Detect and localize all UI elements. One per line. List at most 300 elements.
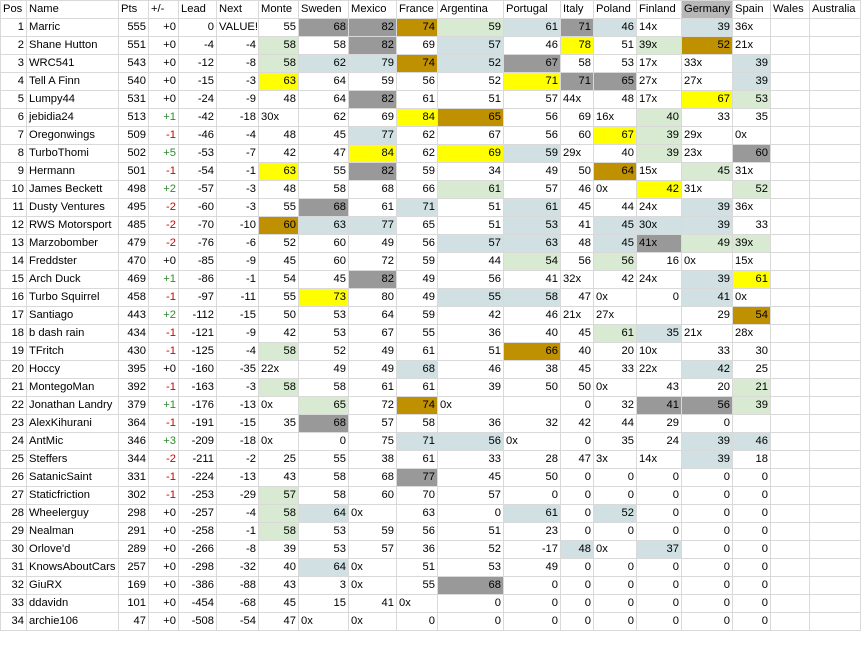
cell-lead[interactable]: 0 <box>179 19 217 37</box>
cell-finland[interactable]: 0 <box>637 613 682 631</box>
cell-wales[interactable] <box>771 19 810 37</box>
cell-portugal[interactable]: 63 <box>504 235 561 253</box>
cell-portugal[interactable]: 0x <box>504 433 561 451</box>
cell-next[interactable]: -6 <box>217 235 259 253</box>
cell-mexico[interactable]: 77 <box>349 127 397 145</box>
cell-wales[interactable] <box>771 379 810 397</box>
cell-change[interactable]: +0 <box>149 523 179 541</box>
cell-australia[interactable] <box>810 199 861 217</box>
cell-next[interactable]: -15 <box>217 307 259 325</box>
cell-australia[interactable] <box>810 235 861 253</box>
cell-monte[interactable]: 55 <box>259 19 299 37</box>
cell-france[interactable]: 66 <box>397 181 438 199</box>
cell-france[interactable]: 74 <box>397 55 438 73</box>
cell-lead[interactable]: -70 <box>179 217 217 235</box>
cell-germany[interactable]: 39 <box>682 19 733 37</box>
cell-name[interactable]: Marzobomber <box>27 235 119 253</box>
cell-change[interactable]: +1 <box>149 397 179 415</box>
cell-pos[interactable]: 2 <box>1 37 27 55</box>
cell-germany[interactable]: 0 <box>682 613 733 631</box>
cell-wales[interactable] <box>771 595 810 613</box>
cell-wales[interactable] <box>771 235 810 253</box>
cell-lead[interactable]: -454 <box>179 595 217 613</box>
cell-poland[interactable]: 0 <box>594 469 637 487</box>
cell-poland[interactable]: 0 <box>594 613 637 631</box>
cell-pos[interactable]: 3 <box>1 55 27 73</box>
cell-poland[interactable]: 0x <box>594 289 637 307</box>
cell-argentina[interactable]: 51 <box>438 199 504 217</box>
cell-wales[interactable] <box>771 271 810 289</box>
cell-change[interactable]: +0 <box>149 595 179 613</box>
cell-pts[interactable]: 485 <box>119 217 149 235</box>
cell-change[interactable]: -1 <box>149 325 179 343</box>
cell-poland[interactable]: 0x <box>594 541 637 559</box>
cell-italy[interactable]: 29x <box>561 145 594 163</box>
cell-poland[interactable]: 61 <box>594 325 637 343</box>
cell-monte[interactable]: 35 <box>259 415 299 433</box>
column-header-mexico[interactable]: Mexico <box>349 1 397 19</box>
cell-monte[interactable]: 22x <box>259 361 299 379</box>
cell-wales[interactable] <box>771 109 810 127</box>
cell-finland[interactable]: 27x <box>637 73 682 91</box>
cell-wales[interactable] <box>771 433 810 451</box>
cell-pos[interactable]: 26 <box>1 469 27 487</box>
cell-next[interactable]: -10 <box>217 217 259 235</box>
cell-pos[interactable]: 14 <box>1 253 27 271</box>
cell-pts[interactable]: 531 <box>119 91 149 109</box>
cell-wales[interactable] <box>771 559 810 577</box>
cell-argentina[interactable]: 56 <box>438 433 504 451</box>
cell-argentina[interactable]: 51 <box>438 523 504 541</box>
cell-monte[interactable]: 0x <box>259 433 299 451</box>
cell-next[interactable]: -9 <box>217 91 259 109</box>
cell-change[interactable]: -2 <box>149 235 179 253</box>
cell-wales[interactable] <box>771 325 810 343</box>
cell-mexico[interactable]: 67 <box>349 325 397 343</box>
cell-germany[interactable]: 21x <box>682 325 733 343</box>
cell-argentina[interactable]: 69 <box>438 145 504 163</box>
cell-france[interactable]: 74 <box>397 397 438 415</box>
cell-italy[interactable]: 56 <box>561 253 594 271</box>
cell-next[interactable]: -4 <box>217 505 259 523</box>
cell-change[interactable]: -1 <box>149 127 179 145</box>
cell-spain[interactable]: 36x <box>733 199 771 217</box>
cell-name[interactable]: Nealman <box>27 523 119 541</box>
cell-germany[interactable]: 0 <box>682 487 733 505</box>
cell-portugal[interactable]: 57 <box>504 91 561 109</box>
cell-argentina[interactable]: 52 <box>438 55 504 73</box>
cell-monte[interactable]: 50 <box>259 307 299 325</box>
cell-australia[interactable] <box>810 73 861 91</box>
cell-finland[interactable] <box>637 307 682 325</box>
cell-lead[interactable]: -24 <box>179 91 217 109</box>
cell-france[interactable]: 55 <box>397 325 438 343</box>
cell-finland[interactable]: 41 <box>637 397 682 415</box>
cell-portugal[interactable]: 28 <box>504 451 561 469</box>
cell-spain[interactable]: 31x <box>733 163 771 181</box>
cell-pos[interactable]: 7 <box>1 127 27 145</box>
cell-australia[interactable] <box>810 397 861 415</box>
cell-change[interactable]: +0 <box>149 361 179 379</box>
cell-finland[interactable]: 24 <box>637 433 682 451</box>
cell-wales[interactable] <box>771 451 810 469</box>
cell-sweden[interactable]: 62 <box>299 55 349 73</box>
cell-next[interactable]: -29 <box>217 487 259 505</box>
cell-next[interactable]: -1 <box>217 271 259 289</box>
cell-mexico[interactable]: 69 <box>349 109 397 127</box>
cell-lead[interactable]: -85 <box>179 253 217 271</box>
cell-mexico[interactable]: 72 <box>349 253 397 271</box>
cell-wales[interactable] <box>771 361 810 379</box>
cell-change[interactable]: -1 <box>149 289 179 307</box>
cell-finland[interactable]: 39x <box>637 37 682 55</box>
cell-pos[interactable]: 25 <box>1 451 27 469</box>
cell-lead[interactable]: -508 <box>179 613 217 631</box>
cell-finland[interactable]: 15x <box>637 163 682 181</box>
cell-germany[interactable]: 29x <box>682 127 733 145</box>
cell-germany[interactable]: 0 <box>682 415 733 433</box>
cell-monte[interactable]: 48 <box>259 181 299 199</box>
cell-change[interactable]: -1 <box>149 163 179 181</box>
cell-spain[interactable]: 0 <box>733 559 771 577</box>
cell-wales[interactable] <box>771 181 810 199</box>
cell-argentina[interactable]: 52 <box>438 541 504 559</box>
cell-lead[interactable]: -97 <box>179 289 217 307</box>
cell-pts[interactable]: 298 <box>119 505 149 523</box>
cell-sweden[interactable]: 53 <box>299 541 349 559</box>
cell-pos[interactable]: 10 <box>1 181 27 199</box>
cell-germany[interactable]: 23x <box>682 145 733 163</box>
cell-italy[interactable]: 50 <box>561 379 594 397</box>
cell-sweden[interactable]: 55 <box>299 163 349 181</box>
cell-italy[interactable]: 71 <box>561 73 594 91</box>
cell-spain[interactable] <box>733 415 771 433</box>
cell-argentina[interactable]: 42 <box>438 307 504 325</box>
cell-next[interactable]: -8 <box>217 55 259 73</box>
cell-lead[interactable]: -15 <box>179 73 217 91</box>
cell-finland[interactable]: 24x <box>637 271 682 289</box>
cell-mexico[interactable]: 82 <box>349 271 397 289</box>
cell-name[interactable]: Staticfriction <box>27 487 119 505</box>
cell-argentina[interactable]: 59 <box>438 19 504 37</box>
cell-lead[interactable]: -46 <box>179 127 217 145</box>
cell-pos[interactable]: 8 <box>1 145 27 163</box>
cell-germany[interactable]: 42 <box>682 361 733 379</box>
cell-portugal[interactable]: 49 <box>504 163 561 181</box>
cell-pos[interactable]: 30 <box>1 541 27 559</box>
cell-sweden[interactable]: 49 <box>299 361 349 379</box>
cell-spain[interactable]: 46 <box>733 433 771 451</box>
cell-spain[interactable]: 39 <box>733 397 771 415</box>
cell-portugal[interactable]: 57 <box>504 181 561 199</box>
cell-italy[interactable]: 0 <box>561 469 594 487</box>
cell-france[interactable]: 36 <box>397 541 438 559</box>
cell-pts[interactable]: 364 <box>119 415 149 433</box>
cell-change[interactable]: +1 <box>149 109 179 127</box>
cell-france[interactable]: 59 <box>397 307 438 325</box>
cell-poland[interactable]: 0 <box>594 559 637 577</box>
cell-spain[interactable]: 18 <box>733 451 771 469</box>
cell-portugal[interactable]: 61 <box>504 19 561 37</box>
cell-germany[interactable]: 67 <box>682 91 733 109</box>
column-header-monte[interactable]: Monte <box>259 1 299 19</box>
cell-australia[interactable] <box>810 379 861 397</box>
cell-lead[interactable]: -60 <box>179 199 217 217</box>
cell-sweden[interactable]: 64 <box>299 91 349 109</box>
cell-finland[interactable]: 39 <box>637 127 682 145</box>
cell-france[interactable]: 61 <box>397 91 438 109</box>
cell-mexico[interactable]: 68 <box>349 469 397 487</box>
cell-pts[interactable]: 513 <box>119 109 149 127</box>
cell-portugal[interactable]: 54 <box>504 253 561 271</box>
cell-name[interactable]: Arch Duck <box>27 271 119 289</box>
cell-poland[interactable]: 52 <box>594 505 637 523</box>
cell-pos[interactable]: 11 <box>1 199 27 217</box>
cell-mexico[interactable]: 41 <box>349 595 397 613</box>
column-header-[interactable]: +/- <box>149 1 179 19</box>
cell-argentina[interactable]: 57 <box>438 487 504 505</box>
cell-name[interactable]: b dash rain <box>27 325 119 343</box>
cell-change[interactable]: +0 <box>149 19 179 37</box>
cell-australia[interactable] <box>810 127 861 145</box>
cell-monte[interactable]: 52 <box>259 235 299 253</box>
cell-finland[interactable]: 37 <box>637 541 682 559</box>
cell-mexico[interactable]: 75 <box>349 433 397 451</box>
cell-next[interactable]: -32 <box>217 559 259 577</box>
cell-spain[interactable]: 25 <box>733 361 771 379</box>
cell-finland[interactable]: 30x <box>637 217 682 235</box>
cell-portugal[interactable]: 56 <box>504 109 561 127</box>
cell-portugal[interactable]: 53 <box>504 217 561 235</box>
cell-italy[interactable]: 0 <box>561 595 594 613</box>
cell-lead[interactable]: -209 <box>179 433 217 451</box>
cell-italy[interactable]: 42 <box>561 415 594 433</box>
cell-germany[interactable]: 39 <box>682 433 733 451</box>
cell-portugal[interactable]: 38 <box>504 361 561 379</box>
cell-monte[interactable]: 43 <box>259 469 299 487</box>
cell-italy[interactable]: 78 <box>561 37 594 55</box>
cell-portugal[interactable]: 71 <box>504 73 561 91</box>
cell-monte[interactable]: 54 <box>259 271 299 289</box>
cell-wales[interactable] <box>771 397 810 415</box>
cell-sweden[interactable]: 58 <box>299 181 349 199</box>
cell-next[interactable]: -4 <box>217 37 259 55</box>
cell-mexico[interactable]: 64 <box>349 307 397 325</box>
cell-france[interactable]: 71 <box>397 433 438 451</box>
cell-france[interactable]: 49 <box>397 289 438 307</box>
cell-pos[interactable]: 31 <box>1 559 27 577</box>
cell-next[interactable]: -3 <box>217 379 259 397</box>
cell-lead[interactable]: -42 <box>179 109 217 127</box>
cell-portugal[interactable]: 61 <box>504 199 561 217</box>
cell-france[interactable]: 74 <box>397 19 438 37</box>
cell-poland[interactable]: 48 <box>594 91 637 109</box>
cell-poland[interactable]: 45 <box>594 217 637 235</box>
cell-australia[interactable] <box>810 559 861 577</box>
cell-pts[interactable]: 47 <box>119 613 149 631</box>
cell-finland[interactable]: 17x <box>637 91 682 109</box>
cell-finland[interactable]: 0 <box>637 577 682 595</box>
cell-pts[interactable]: 289 <box>119 541 149 559</box>
cell-change[interactable]: +3 <box>149 433 179 451</box>
cell-france[interactable]: 58 <box>397 415 438 433</box>
cell-portugal[interactable]: 40 <box>504 325 561 343</box>
cell-next[interactable]: -4 <box>217 343 259 361</box>
cell-poland[interactable]: 56 <box>594 253 637 271</box>
cell-mexico[interactable]: 82 <box>349 19 397 37</box>
cell-poland[interactable]: 0 <box>594 487 637 505</box>
cell-spain[interactable]: 35 <box>733 109 771 127</box>
cell-sweden[interactable]: 53 <box>299 325 349 343</box>
cell-australia[interactable] <box>810 181 861 199</box>
cell-italy[interactable]: 0 <box>561 433 594 451</box>
cell-sweden[interactable]: 68 <box>299 415 349 433</box>
cell-monte[interactable]: 57 <box>259 487 299 505</box>
cell-pts[interactable]: 257 <box>119 559 149 577</box>
cell-next[interactable]: -1 <box>217 523 259 541</box>
cell-germany[interactable]: 56 <box>682 397 733 415</box>
cell-germany[interactable]: 0 <box>682 523 733 541</box>
cell-australia[interactable] <box>810 307 861 325</box>
cell-change[interactable]: +0 <box>149 577 179 595</box>
cell-france[interactable]: 63 <box>397 505 438 523</box>
cell-pts[interactable]: 169 <box>119 577 149 595</box>
cell-pos[interactable]: 33 <box>1 595 27 613</box>
cell-wales[interactable] <box>771 541 810 559</box>
cell-wales[interactable] <box>771 469 810 487</box>
cell-finland[interactable]: 24x <box>637 199 682 217</box>
cell-pos[interactable]: 6 <box>1 109 27 127</box>
cell-sweden[interactable]: 52 <box>299 343 349 361</box>
cell-finland[interactable]: 0 <box>637 487 682 505</box>
column-header-spain[interactable]: Spain <box>733 1 771 19</box>
cell-pts[interactable]: 543 <box>119 55 149 73</box>
cell-wales[interactable] <box>771 577 810 595</box>
cell-mexico[interactable]: 79 <box>349 55 397 73</box>
cell-germany[interactable]: 52 <box>682 37 733 55</box>
cell-pts[interactable]: 501 <box>119 163 149 181</box>
cell-spain[interactable]: 15x <box>733 253 771 271</box>
cell-mexico[interactable]: 68 <box>349 181 397 199</box>
cell-germany[interactable]: 29 <box>682 307 733 325</box>
cell-poland[interactable]: 46 <box>594 19 637 37</box>
cell-spain[interactable]: 30 <box>733 343 771 361</box>
cell-wales[interactable] <box>771 199 810 217</box>
cell-name[interactable]: archie106 <box>27 613 119 631</box>
cell-argentina[interactable]: 0 <box>438 505 504 523</box>
cell-pos[interactable]: 34 <box>1 613 27 631</box>
cell-australia[interactable] <box>810 613 861 631</box>
cell-change[interactable]: +1 <box>149 271 179 289</box>
cell-monte[interactable]: 60 <box>259 217 299 235</box>
cell-name[interactable]: Lumpy44 <box>27 91 119 109</box>
cell-germany[interactable]: 33 <box>682 109 733 127</box>
cell-germany[interactable]: 0x <box>682 253 733 271</box>
cell-wales[interactable] <box>771 343 810 361</box>
cell-spain[interactable]: 0 <box>733 595 771 613</box>
cell-name[interactable]: TurboThomi <box>27 145 119 163</box>
cell-pos[interactable]: 24 <box>1 433 27 451</box>
cell-sweden[interactable]: 0x <box>299 613 349 631</box>
cell-france[interactable]: 59 <box>397 253 438 271</box>
cell-poland[interactable]: 33 <box>594 361 637 379</box>
cell-france[interactable]: 68 <box>397 361 438 379</box>
cell-wales[interactable] <box>771 127 810 145</box>
cell-lead[interactable]: -163 <box>179 379 217 397</box>
cell-pos[interactable]: 27 <box>1 487 27 505</box>
cell-finland[interactable]: 22x <box>637 361 682 379</box>
cell-sweden[interactable]: 58 <box>299 487 349 505</box>
cell-change[interactable]: +5 <box>149 145 179 163</box>
cell-mexico[interactable]: 82 <box>349 91 397 109</box>
cell-monte[interactable]: 58 <box>259 505 299 523</box>
cell-france[interactable]: 51 <box>397 559 438 577</box>
cell-lead[interactable]: -112 <box>179 307 217 325</box>
cell-monte[interactable]: 40 <box>259 559 299 577</box>
cell-poland[interactable]: 67 <box>594 127 637 145</box>
cell-spain[interactable]: 39x <box>733 235 771 253</box>
cell-mexico[interactable]: 77 <box>349 217 397 235</box>
cell-pts[interactable]: 379 <box>119 397 149 415</box>
cell-portugal[interactable]: 67 <box>504 55 561 73</box>
cell-pos[interactable]: 17 <box>1 307 27 325</box>
cell-next[interactable]: -13 <box>217 469 259 487</box>
cell-lead[interactable]: -86 <box>179 271 217 289</box>
cell-germany[interactable]: 31x <box>682 181 733 199</box>
cell-lead[interactable]: -53 <box>179 145 217 163</box>
cell-poland[interactable]: 0 <box>594 523 637 541</box>
cell-portugal[interactable]: 61 <box>504 505 561 523</box>
cell-pos[interactable]: 16 <box>1 289 27 307</box>
cell-sweden[interactable]: 65 <box>299 397 349 415</box>
cell-argentina[interactable]: 67 <box>438 127 504 145</box>
cell-pts[interactable]: 291 <box>119 523 149 541</box>
cell-monte[interactable]: 30x <box>259 109 299 127</box>
cell-argentina[interactable]: 44 <box>438 253 504 271</box>
column-header-portugal[interactable]: Portugal <box>504 1 561 19</box>
cell-finland[interactable]: 43 <box>637 379 682 397</box>
cell-next[interactable]: -11 <box>217 289 259 307</box>
cell-monte[interactable]: 39 <box>259 541 299 559</box>
cell-germany[interactable]: 0 <box>682 595 733 613</box>
cell-name[interactable]: RWS Motorsport <box>27 217 119 235</box>
cell-italy[interactable]: 58 <box>561 55 594 73</box>
cell-change[interactable]: +0 <box>149 73 179 91</box>
cell-spain[interactable]: 0 <box>733 577 771 595</box>
cell-australia[interactable] <box>810 577 861 595</box>
cell-sweden[interactable]: 64 <box>299 505 349 523</box>
cell-lead[interactable]: -176 <box>179 397 217 415</box>
cell-italy[interactable]: 40 <box>561 343 594 361</box>
cell-spain[interactable]: 54 <box>733 307 771 325</box>
cell-mexico[interactable]: 80 <box>349 289 397 307</box>
cell-france[interactable]: 49 <box>397 271 438 289</box>
cell-australia[interactable] <box>810 343 861 361</box>
cell-australia[interactable] <box>810 415 861 433</box>
cell-italy[interactable]: 45 <box>561 199 594 217</box>
cell-pts[interactable]: 101 <box>119 595 149 613</box>
cell-argentina[interactable]: 52 <box>438 73 504 91</box>
cell-pts[interactable]: 458 <box>119 289 149 307</box>
cell-name[interactable]: Freddster <box>27 253 119 271</box>
cell-wales[interactable] <box>771 217 810 235</box>
cell-wales[interactable] <box>771 145 810 163</box>
cell-france[interactable]: 65 <box>397 217 438 235</box>
cell-change[interactable]: +2 <box>149 307 179 325</box>
cell-lead[interactable]: -57 <box>179 181 217 199</box>
cell-australia[interactable] <box>810 523 861 541</box>
cell-argentina[interactable]: 0 <box>438 613 504 631</box>
